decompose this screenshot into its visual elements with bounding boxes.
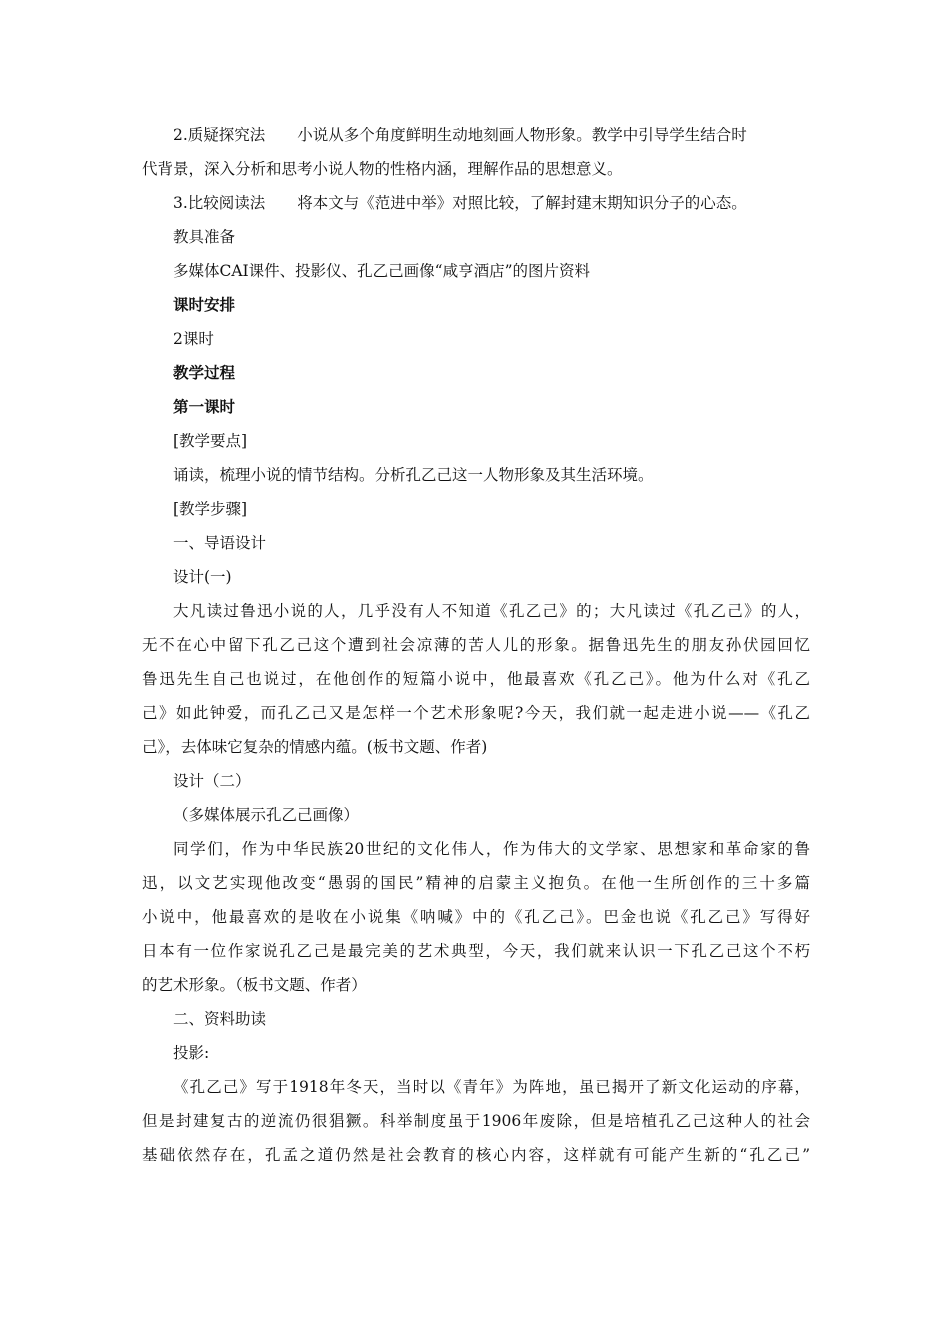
steps-label: [教学步骤] <box>173 500 248 518</box>
process-heading: 教学过程 <box>173 364 236 382</box>
prep-heading: 教具准备 <box>173 228 236 246</box>
document-page <box>142 118 810 1172</box>
key-points-text: 诵读，梳理小说的情节结构。分析孔乙己这一人物形象及其生活环境。 <box>173 466 654 484</box>
design-2-line: 日本有一位作家说孔乙己是最完美的艺术典型，今天，我们就来认识一下孔乙己这个不朽 <box>142 942 810 960</box>
section-1-heading: 一、导语设计 <box>173 534 267 552</box>
projection-label: 投影: <box>173 1044 210 1062</box>
method-2-continued: 代背景，深入分析和思考小说人物的性格内涵，理解作品的思想意义。 <box>142 160 623 178</box>
method-3-text: 将本文与《范进中举》对照比较，了解封建末期知识分子的心态。 <box>297 194 747 212</box>
projection-line: 基础依然存在，孔孟之道仍然是社会教育的核心内容，这样就有可能产生新的“孔乙己” <box>142 1146 810 1164</box>
method-2-text: 小说从多个角度鲜明生动地刻画人物形象。教学中引导学生结合时 <box>297 126 747 144</box>
projection-line: 《孔乙己》写于1918年冬天，当时以《青年》为阵地，虽已揭开了新文化运动的序幕， <box>173 1078 810 1096</box>
method-3-title: 3.比较阅读法 <box>173 194 266 212</box>
design-2-line: 小说中，他最喜欢的是收在小说集《呐喊》中的《孔乙己》。巴金也说《孔乙己》写得好 <box>142 908 810 926</box>
design-2-label: 设计（二） <box>173 772 251 790</box>
method-3-line <box>142 186 810 220</box>
design-1-line: 己》，去体味它复杂的情感内蕴。(板书文题、作者) <box>142 738 488 756</box>
design-2-line: 的艺术形象。（板书文题、作者） <box>142 976 367 994</box>
lesson-1-heading: 第一课时 <box>173 398 236 416</box>
projection-line: 但是封建复古的逆流仍很猖獗。科举制度虽于1906年废除，但是培植孔乙己这种人的社会 <box>142 1112 810 1130</box>
design-1-line: 鲁迅先生自己也说过，在他创作的短篇小说中，他最喜欢《孔乙己》。他为什么对《孔乙 <box>142 670 810 688</box>
prep-text: 多媒体CAI课件、投影仪、孔乙己画像“咸亨酒店”的图片资料 <box>173 262 591 280</box>
design-1-line: 无不在心中留下孔乙己这个遭到社会凉薄的苦人儿的形象。据鲁迅先生的朋友孙伏园回忆 <box>142 636 810 654</box>
method-2-line <box>142 118 810 152</box>
section-2-heading: 二、资料助读 <box>173 1010 267 1028</box>
design-1-line: 大凡读过鲁迅小说的人，几乎没有人不知道《孔乙己》的；大凡读过《孔乙己》的人， <box>173 602 810 620</box>
schedule-text: 2课时 <box>173 330 214 348</box>
schedule-heading: 课时安排 <box>173 296 236 314</box>
design-1-label: 设计(一) <box>173 568 232 586</box>
design-2-line: 迅，以文艺实现他改变“愚弱的国民”精神的启蒙主义抱负。在他一生所创作的三十多篇 <box>142 874 810 892</box>
method-2-title: 2.质疑探究法 <box>173 126 266 144</box>
design-2-line: 同学们，作为中华民族20世纪的文化伟人，作为伟大的文学家、思想家和革命家的鲁 <box>173 840 810 858</box>
design-2-note: （多媒体展示孔乙己画像） <box>173 806 360 824</box>
design-1-line: 己》如此钟爱，而孔乙己又是怎样一个艺术形象呢?今天，我们就一起走进小说——《孔乙 <box>142 704 810 722</box>
key-points-label: [教学要点] <box>173 432 248 450</box>
